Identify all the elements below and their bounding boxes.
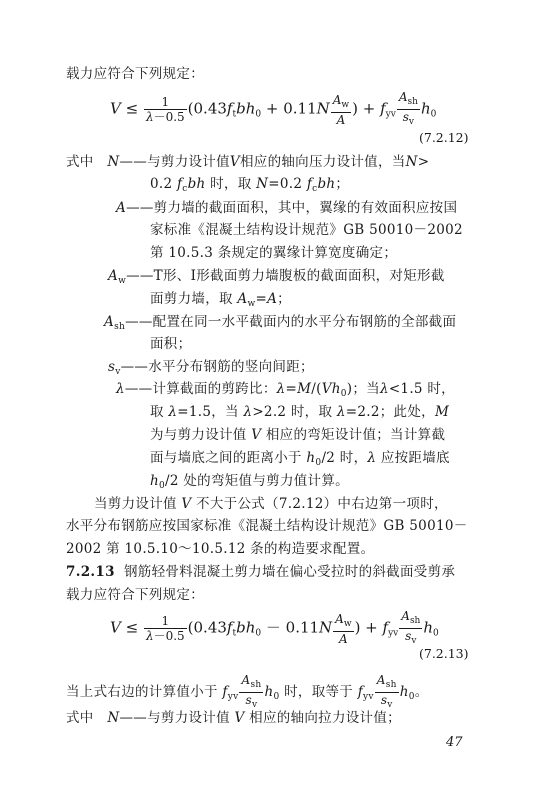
text-fragment: 当上式右边的计算值小于 bbox=[66, 684, 218, 700]
section-number: 7.2.13 bbox=[66, 564, 115, 580]
text-fragment: 。 bbox=[414, 684, 429, 700]
text-line: 式中 N——与剪力设计值 V 相应的轴向拉力设计值； bbox=[66, 710, 401, 726]
equation-number: (7.2.12) bbox=[419, 130, 469, 145]
text-line: $A_w——T$形、I形截面剪力墙腹板的截面面积，对矩形截 bbox=[108, 268, 445, 286]
text-line: 为与剪力设计值 V 相应的弯矩设计值；当计算截 bbox=[150, 427, 446, 443]
text-line: 载力应符合下列规定： bbox=[66, 587, 204, 603]
page-number: 47 bbox=[446, 735, 463, 750]
equation-7-2-12: V ≤ $\frac{1}{\lambda-0.5}$ ($0.43f_tbh_0 + 0.11N$ $\frac{A_w}{A}$ ) + $f_{yv}$ $\frac{A_{sh}}{s_v}$ $h_0$ bbox=[110, 90, 437, 127]
section-text: 钢筋轻骨料混凝土剪力墙在偏心受拉时的斜截面受剪承 bbox=[123, 564, 456, 580]
text-line: 面剪力墙，取 $A_w=A$； bbox=[150, 291, 291, 309]
text-line: $h_0/2$ 处的弯矩值与剪力值计算。 bbox=[150, 473, 349, 491]
text-line: 家标准《混凝土结构设计规范》GB 50010－2002 bbox=[150, 222, 463, 238]
text-fragment: 时，取等于 bbox=[284, 684, 354, 700]
section-7-2-13 bbox=[66, 562, 455, 582]
text-line: $A_{sh}——$配置在同一水平截面内的水平分布钢筋的全部截面 bbox=[104, 314, 457, 332]
equation-number: (7.2.13) bbox=[419, 646, 469, 661]
text-line: 第 10.5.3 条规定的翼缘计算宽度确定； bbox=[150, 245, 398, 261]
text-line: 面积； bbox=[150, 336, 192, 352]
text-line: 当剪力设计值 V 不大于公式（7.2.12）中右边第一项时， bbox=[94, 496, 448, 512]
text-line: 当上式右边的计算值小于 $f_{yv}$ $\frac{A_{sh}}{s_v}$ $h_0$ 时，取等于 $f_{yv}$ $\frac{A_{sh}}{s_v}$ $h_0$。 bbox=[66, 673, 429, 710]
text-line: λ——计算截面的剪跨比：$\lambda=M/(Vh_0)$；当λ<1.5 时， bbox=[116, 381, 455, 399]
equation-7-2-13: V ≤ $\frac{1}{\lambda-0.5}$ ($0.43f_tbh_0 - 0.11N$ $\frac{A_w}{A}$ ) + $f_{yv}$ $\frac{A_{sh}}{s_v}$ $h_0$ bbox=[110, 609, 439, 646]
text-line: A——剪力墙的截面面积，其中，翼缘的有效面积应按国 bbox=[116, 200, 458, 216]
text-line: 2002 第 10.5.10～10.5.12 条的构造要求配置。 bbox=[66, 541, 375, 557]
text-line: 取 λ=1.5，当 λ>2.2 时，取 λ=2.2；此处，M bbox=[150, 404, 450, 420]
text-line: 水平分布钢筋应按国家标准《混凝土结构设计规范》GB 50010－ bbox=[66, 518, 468, 534]
text-line: 式中 N——与剪力设计值V相应的轴向压力设计值，当N> bbox=[66, 154, 430, 170]
text-line: 0.2 $f_cbh$ 时，取 N=0.2 $f_cbh$； bbox=[150, 176, 350, 194]
text-line: $s_v——$水平分布钢筋的竖向间距； bbox=[108, 359, 314, 377]
text-line: 面与墙底之间的距离小于 $h_0/2$ 时，λ 应按距墙底 bbox=[150, 450, 450, 468]
text-line: 载力应符合下列规定： bbox=[66, 66, 204, 82]
